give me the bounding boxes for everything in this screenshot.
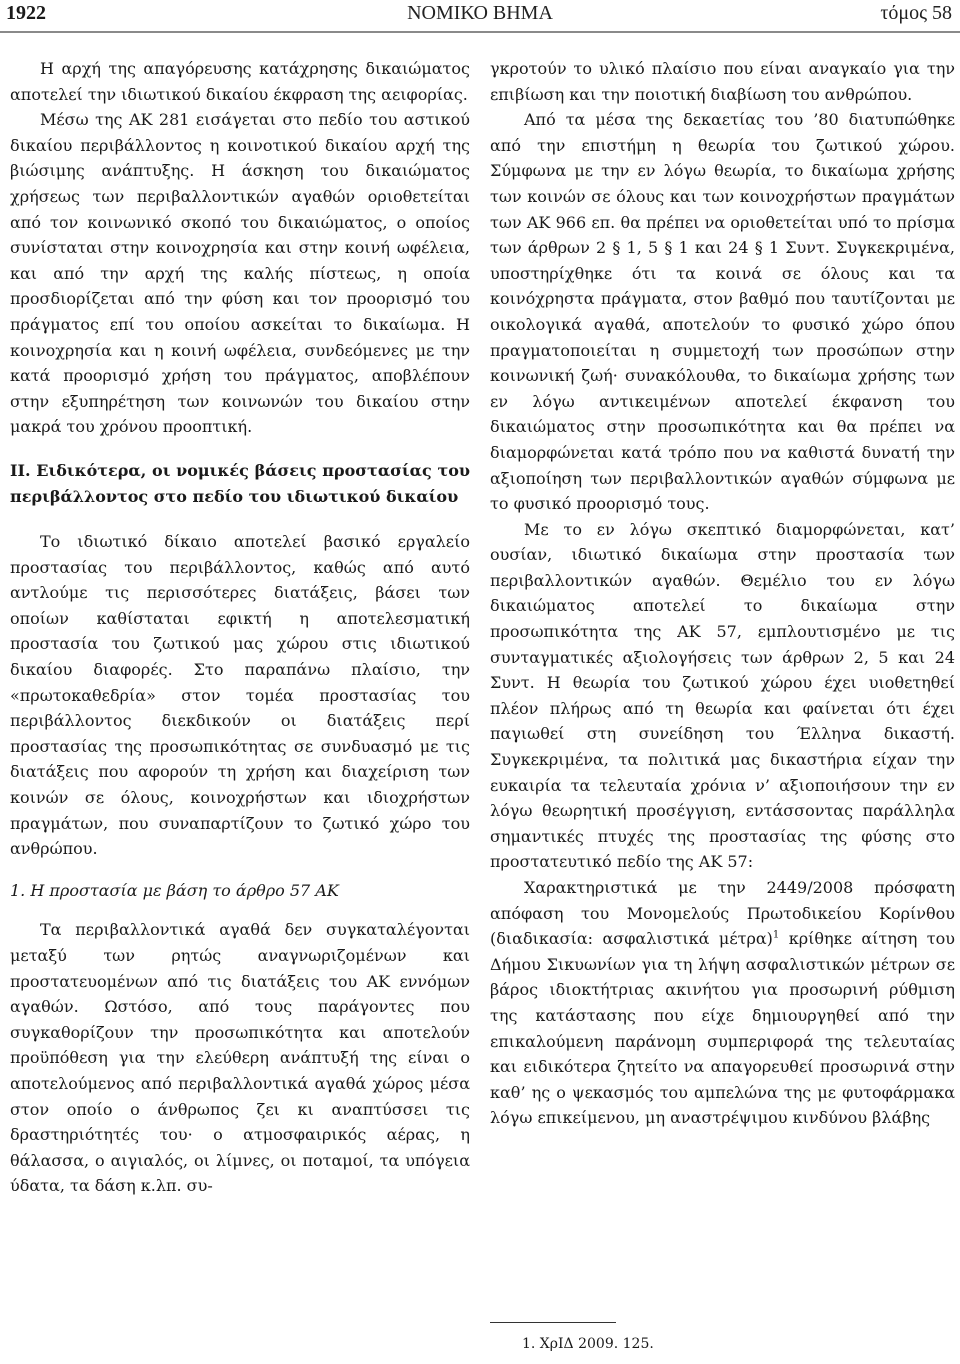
- footnote: 1. ΧρΙΔ 2009. 125.: [522, 1336, 654, 1352]
- paragraph: γκροτούν το υλικό πλαίσιο που είναι αναγκαίο για την επιβίωση και την ποιοτική διαβίωση του ανθρώπου.: [490, 59, 955, 104]
- page-number: 1922: [6, 2, 46, 24]
- paragraph: Από τα μέσα της δεκαετίας του ’80 διατυπώθηκε από την επιστήμη η θεωρία του ζωτικού χώρου. Σύμφωνα με την εν λόγω θεωρία, το δικαίωμα χρήσης των κοινών σε όλους και των κοινοχρήστων πραγμάτων των ΑΚ 966 επ. θα πρέπει να οριοθετείται υπό το πρίσμα των άρθρων 2 § 1, 5 § 1 και 24 § 1 Συντ. Συγκεκριμένα, υποστηρίχθηκε ότι τα κοινά σε όλους και τα κοινόχρηστα πράγματα, στον βαθμό που ταυτίζονται με οικολογικά αγαθά, αποτελούν το φυσικό χώρο όπου πραγματοποιείται η συμμετοχή των προσώπων στην κοινωνική ζωή· συνακόλουθα, το δικαίωμα χρήσης των εν λόγω αντικειμένων αποτελεί έκφανση του δικαιώματος στην προσωπικότητα και θα πρέπει να διαμορφώνεται κατά τρόπο που να καθιστά δυνατή την αξιοποίηση των περιβαλλοντικών αγαθών σύμφωνα με το φυσικό προορισμό τους.: [490, 110, 955, 514]
- running-header: [0, 0, 960, 30]
- paragraph: [490, 875, 955, 1131]
- paragraph-text: κρίθηκε αίτηση του Δήμου Σικυωνίων για τη λήψη ασφαλιστικών μέτρων σε βάρος ιδιοκτήτριας ακινήτου για προσωρινή ρύθμιση της κατάστασης που είχε δημιουργηθεί από την επικαλούμενη παράνομη συμπεριφορά της τελευταίας και ειδικότερα ζητείτο να απαγορευθεί προσωρινά στην καθ’ ης ο ψεκασμός του αμπελώνα της με φυτοφάρμακα λόγω επικείμενου, μη αναστρέψιμου κινδύνου βλάβης: [490, 929, 955, 1128]
- paragraph: Με το εν λόγω σκεπτικό διαμορφώνεται, κατ’ ουσίαν, ιδιωτικό δικαίωμα στην προστασία των περιβαλλοντικών αγαθών. Θεμέλιο του εν λόγω δικαιώματος αποτελεί το δικαίωμα στην προσωπικότητα της ΑΚ 57, εμπλουτισμένο με τις συνταγματικές αξιολογήσεις των άρθρων 2, 5 και 24 Συντ. Η θεωρία του ζωτικού χώρου έχει υιοθετηθεί πλέον πλήρως από τη θεωρία και φαίνεται ότι έχει παγιωθεί στη συνείδηση του Έλληνα δικαστή. Συγκεκριμένα, τα πολιτικά μας δικαστήρια είχαν την ευκαιρία τα τελευταία χρόνια ν’ αξιοποιήσουν την εν λόγω θεωρητική προσέγγιση, εντάσσοντας παράλληλα σημαντικές πτυχές της προστασίας της φύσης στο προστατευτικό πεδίο της ΑΚ 57:: [490, 519, 955, 872]
- journal-title: ΝΟΜΙΚΟ ΒΗΜΑ: [407, 2, 553, 24]
- paragraph: Η αρχή της απαγόρευσης κατάχρησης δικαιώματος αποτελεί την ιδιωτικού δικαίου έκφραση της αειφορίας.: [10, 59, 470, 104]
- paragraph-text: Χαρακτηριστικά με την 2449/2008 πρόσφατη απόφαση του Μονομελούς Πρωτοδικείου Κορίνθου (διαδικασία: ασφαλιστικά μέτρα): [490, 878, 955, 949]
- right-column: [490, 56, 955, 1131]
- subsection-heading: 1. Η προστασία με βάση το άρθρο 57 ΑΚ: [10, 880, 339, 900]
- footnote-marker[interactable]: 1: [772, 929, 780, 941]
- header-rule: [0, 31, 960, 33]
- section-heading: ΙΙ. Ειδικότερα, οι νομικές βάσεις προστασίας του περιβάλλοντος στο πεδίο του ιδιωτικού δικαίου: [10, 460, 470, 506]
- paragraph: Τα περιβαλλοντικά αγαθά δεν συγκαταλέγονται μεταξύ των ρητώς αναγνωριζομένων και προστατευομένων από τις διατάξεις του ΑΚ εννόμων αγαθών. Ωστόσο, από τους παράγοντες που συγκαθορίζουν την προσωπικότητα και αποτελούν προϋπόθεση για την ελεύθερη ανάπτυξή της είναι ο αποτελούμενος από περιβαλλοντικά αγαθά χώρος μέσα στον οποίο ο άνθρωπος ζει κι αναπτύσσει τις δραστηριότητές του· ο ατμοσφαιρικός αέρας, η θάλασσα, ο αιγιαλός, οι λίμνες, οι ποταμοί, τα υπόγεια ύδατα, τα δάση κ.λπ. συ-: [10, 920, 470, 1196]
- paragraph: Μέσω της ΑΚ 281 εισάγεται στο πεδίο του αστικού δικαίου περιβάλλοντος η κοινοτικού δικαίου αρχή της βιώσιμης ανάπτυξης. Η άσκηση του δικαιώματος χρήσεως των περιβαλλοντικών αγαθών οριοθετείται από τον κοινωνικό σκοπό του δικαιώματος, ο οποίος συνίσταται στην κοινοχρησία και στην κοινή ωφέλεια, και από την αρχή της καλής πίστεως, η οποία προσδιορίζεται από την φύση και τον προορισμό του πράγματος επί του οποίου ασκείται το δικαίωμα. Η κοινοχρησία και η κοινή ωφέλεια, συνδεόμενες με την κατά προορισμό χρήση του πράγματος, αποβλέπουν στην εξυπηρέτηση των κοινωνών του δικαίου στην μακρά του χρόνου προοπτική.: [10, 110, 470, 437]
- volume-label: τόμος 58: [880, 2, 952, 24]
- footnote-rule: [490, 1322, 616, 1323]
- left-column: [10, 56, 470, 1199]
- paragraph: Το ιδιωτικό δίκαιο αποτελεί βασικό εργαλείο προστασίας του περιβάλλοντος, καθώς από αυτό αντλούμε τις περισσότερες διατάξεις, βάσει των οποίων καθίσταται εφικτή η αποτελεσματική προστασία του ζωτικού μας χώρου στις ιδιωτικού δικαίου διαφορές. Στο παραπάνω πλαίσιο, την «πρωτοκαθεδρία» στον τομέα προστασίας του περιβάλλοντος διεκδικούν οι διατάξεις περί προστασίας της προσωπικότητας σε συνδυασμό με τις διατάξεις που αφορούν τη χρήση και διαχείριση των κοινών σε όλους, κοινοχρήστων και ιδιοχρήστων πραγμάτων, που συναπαρτίζουν το ζωτικό χώρο του ανθρώπου.: [10, 532, 470, 859]
